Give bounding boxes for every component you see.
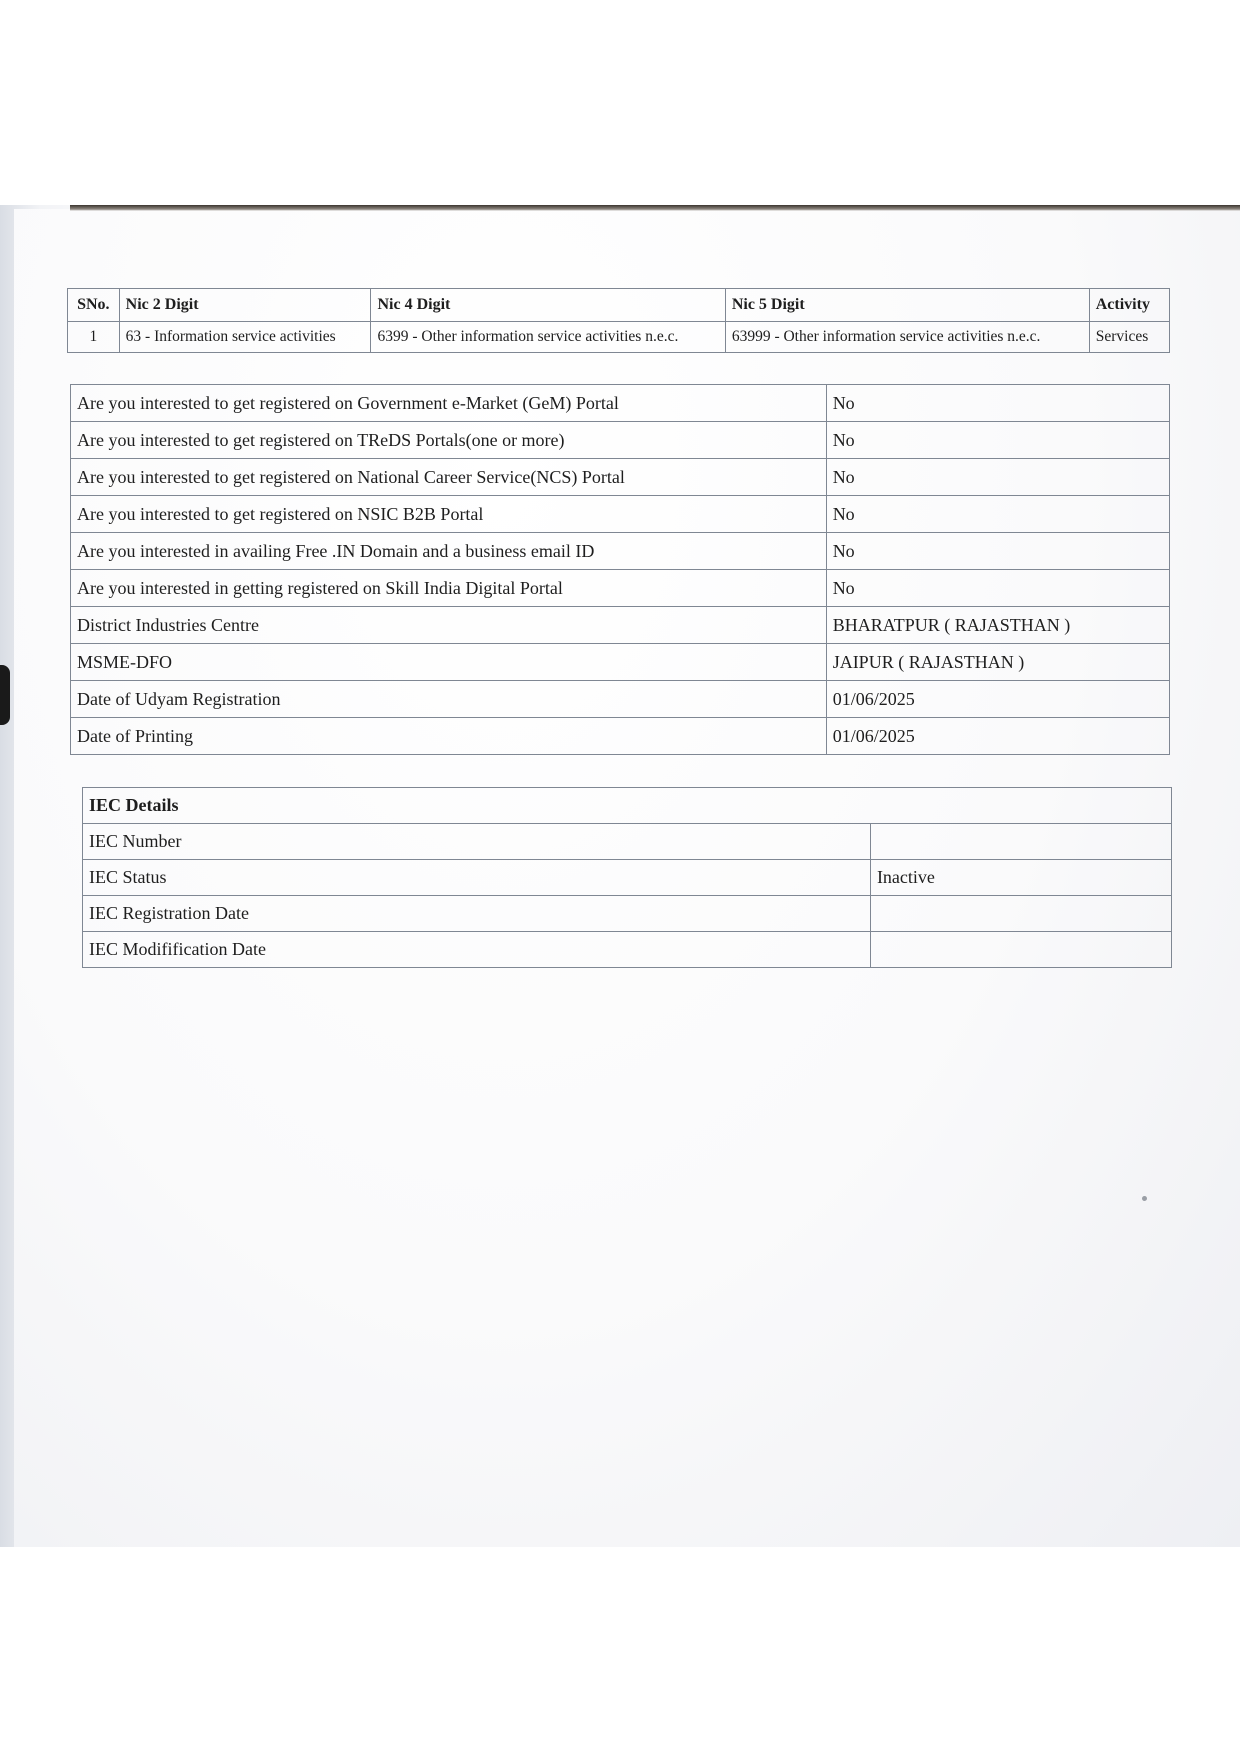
- paper-fold-shadow: [0, 665, 10, 725]
- table-row: [83, 932, 1172, 968]
- gem-question: Are you interested to get registered on Government e-Market (GeM) Portal: [71, 385, 827, 422]
- paper-speck: [1142, 1196, 1147, 1201]
- cell-nic5: 63999 - Other information service activities n.e.c.: [725, 322, 1089, 353]
- header-activity: Activity: [1089, 289, 1169, 322]
- table-row: [83, 896, 1172, 932]
- iec-number-label: IEC Number: [83, 824, 871, 860]
- iec-status-value: Inactive: [870, 860, 1171, 896]
- registration-info-table: [70, 384, 1170, 755]
- treds-answer: No: [826, 422, 1169, 459]
- iec-registration-date-label: IEC Registration Date: [83, 896, 871, 932]
- gem-answer: No: [826, 385, 1169, 422]
- table-row: [71, 385, 1170, 422]
- treds-question: Are you interested to get registered on TReDS Portals(one or more): [71, 422, 827, 459]
- ncs-question: Are you interested to get registered on National Career Service(NCS) Portal: [71, 459, 827, 496]
- printing-date-label: Date of Printing: [71, 718, 827, 755]
- iec-header-row: [83, 788, 1172, 824]
- udyam-date-label: Date of Udyam Registration: [71, 681, 827, 718]
- nsic-question: Are you interested to get registered on NSIC B2B Portal: [71, 496, 827, 533]
- dic-value: BHARATPUR ( RAJASTHAN ): [826, 607, 1169, 644]
- table-row: [71, 459, 1170, 496]
- cell-nic4: 6399 - Other information service activities n.e.c.: [371, 322, 725, 353]
- table-row: [71, 681, 1170, 718]
- nsic-answer: No: [826, 496, 1169, 533]
- domain-answer: No: [826, 533, 1169, 570]
- iec-status-label: IEC Status: [83, 860, 871, 896]
- iec-modification-date-label: IEC Modifification Date: [83, 932, 871, 968]
- skill-india-question: Are you interested in getting registered on Skill India Digital Portal: [71, 570, 827, 607]
- header-sno: SNo.: [68, 289, 120, 322]
- msme-dfo-label: MSME-DFO: [71, 644, 827, 681]
- domain-question: Are you interested in availing Free .IN Domain and a business email ID: [71, 533, 827, 570]
- table-row: [83, 824, 1172, 860]
- cell-sno: 1: [68, 322, 120, 353]
- iec-section-title: IEC Details: [83, 788, 1172, 824]
- nic-header-row: [68, 289, 1170, 322]
- header-nic2: Nic 2 Digit: [119, 289, 371, 322]
- paper-top-edge: [70, 205, 1240, 211]
- iec-number-value: [870, 824, 1171, 860]
- table-row: [71, 644, 1170, 681]
- table-row: [71, 533, 1170, 570]
- table-row: [71, 496, 1170, 533]
- table-row: [83, 860, 1172, 896]
- skill-india-answer: No: [826, 570, 1169, 607]
- header-nic4: Nic 4 Digit: [371, 289, 725, 322]
- table-row: [68, 322, 1170, 353]
- nic-code-table: [67, 288, 1170, 353]
- ncs-answer: No: [826, 459, 1169, 496]
- table-row: [71, 718, 1170, 755]
- table-row: [71, 607, 1170, 644]
- printing-date-value: 01/06/2025: [826, 718, 1169, 755]
- cell-nic2: 63 - Information service activities: [119, 322, 371, 353]
- dic-label: District Industries Centre: [71, 607, 827, 644]
- header-nic5: Nic 5 Digit: [725, 289, 1089, 322]
- cell-activity: Services: [1089, 322, 1169, 353]
- iec-registration-date-value: [870, 896, 1171, 932]
- msme-dfo-value: JAIPUR ( RAJASTHAN ): [826, 644, 1169, 681]
- iec-modification-date-value: [870, 932, 1171, 968]
- udyam-date-value: 01/06/2025: [826, 681, 1169, 718]
- table-row: [71, 422, 1170, 459]
- iec-details-table: [82, 787, 1172, 968]
- table-row: [71, 570, 1170, 607]
